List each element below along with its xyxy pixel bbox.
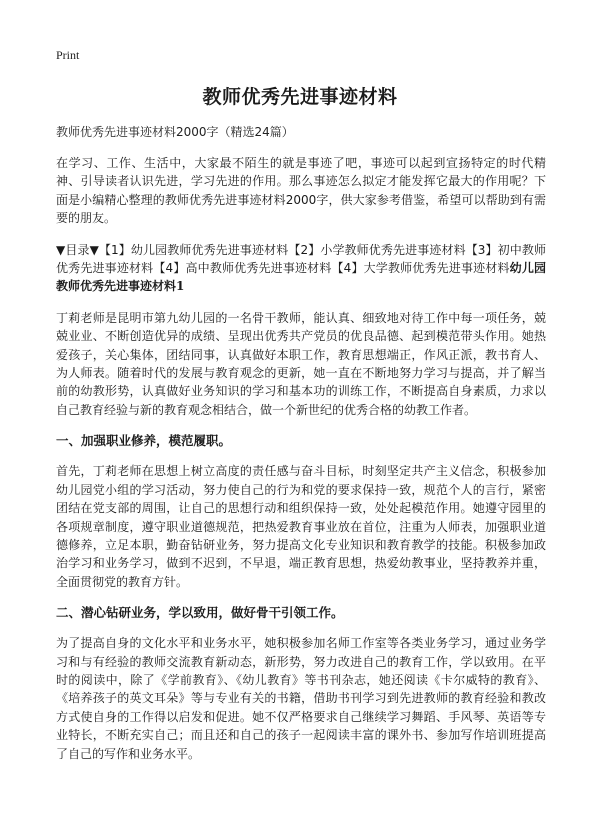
- subheading-1: 一、加强职业修养，模范履职。: [56, 433, 232, 449]
- section-heading: 幼儿园教师优秀先进事迹材料1: [56, 261, 546, 294]
- toc-item-5[interactable]: 【4】大学教师优秀先进事迹材料: [331, 261, 510, 276]
- print-link[interactable]: Print: [56, 48, 80, 62]
- toc-item-3[interactable]: 【3】初中教师优秀先进事迹材料: [56, 242, 546, 276]
- page-title: 教师优秀先进事迹材料: [202, 86, 398, 108]
- subheading-2: 二、潜心钻研业务，学以致用，做好骨干引领工作。: [56, 605, 344, 621]
- toc-item-2[interactable]: 【2】小学教师优秀先进事迹材料: [288, 242, 466, 257]
- body-paragraph-3: 为了提高自身的文化水平和业务水平，她积极参加名师工作室等各类业务学习，通过业务学习和与有经验的教师交流教育新动态，新形势，努力改进自己的教育工作，学以致用。在平时的阅读中，除了《学前教育》、《幼儿教育》等书刊杂志，她还阅读《卡尔威特的教育》、《培养孩子的英文耳朵》等与专业有关的书籍，借助书刊学习到先进教师的教育经验和教改方式使自身的工作得以启发和促进。她不仅严格要求自己继续学习舞蹈、手风琴、英语等专业特长，不断充实自己；而且还和自己的孩子一起阅读丰富的课外书、参加写作培训班提高了自己的写作和业务水平。: [56, 636, 546, 761]
- article-body: [56, 124, 546, 776]
- toc-item-1[interactable]: 【1】幼儿园教师优秀先进事迹材料: [98, 242, 289, 257]
- body-paragraph-1: 丁莉老师是昆明市第九幼儿园的一名骨干教师，能认真、细致地对待工作中每一项任务，兢兢业业、不断创造优异的成绩、呈现出优秀共产党员的优良品德、起到模范带头作用。她热爱孩子，关心集体，团结同事，认真做好本职工作，教育思想端正，作风正派，教书育人、为人师表。随着时代的发展与教育观念的更新，她一直在不断地努力学习与提高，并了解当前的幼教形势，认真做好业务知识的学习和基本功的训练工作，不断提高自身素质，力求以自己教育经验与新的教育观念相结合，做一个新世纪的优秀合格的幼教工作者。: [56, 310, 546, 417]
- toc-prefix: ▼目录▼: [56, 242, 99, 257]
- table-of-contents: [56, 241, 546, 296]
- article-subtitle: 教师优秀先进事迹材料2000字（精选24篇）: [56, 125, 294, 139]
- body-paragraph-2: 首先，丁莉老师在思想上树立高度的责任感与奋斗目标，时刻坚定共产主义信念，积极参加幼儿园党小组的学习活动，努力使自己的行为和党的要求保持一致，规范个人的言行，紧密团结在党支部的周围，让自己的思想行动和组织保持一致，处处起模范作用。她遵守园里的各项规章制度，遵守职业道德规范，把热爱教育事业放在首位，注重为人师表，加强职业道德修养，立足本职，勤奋钻研业务，努力提高文化专业知识和教育教学的技能。积极参加政治学习和业务学习，做到不迟到，不早退，端正教育思想，热爱幼教事业，坚持教养并重，全面贯彻党的教育方针。: [56, 464, 546, 589]
- intro-paragraph: 在学习、工作、生活中，大家最不陌生的就是事迹了吧，事迹可以起到宣扬特定的时代精神、引导读者认识先进，学习先进的作用。那么事迹怎么拟定才能发挥它最大的作用呢？下面是小编精心整理的教师优秀先进事迹材料2000字，供大家参考借鉴，希望可以帮助到有需要的朋友。: [56, 156, 546, 226]
- toc-item-4[interactable]: 【4】高中教师优秀先进事迹材料: [153, 261, 332, 276]
